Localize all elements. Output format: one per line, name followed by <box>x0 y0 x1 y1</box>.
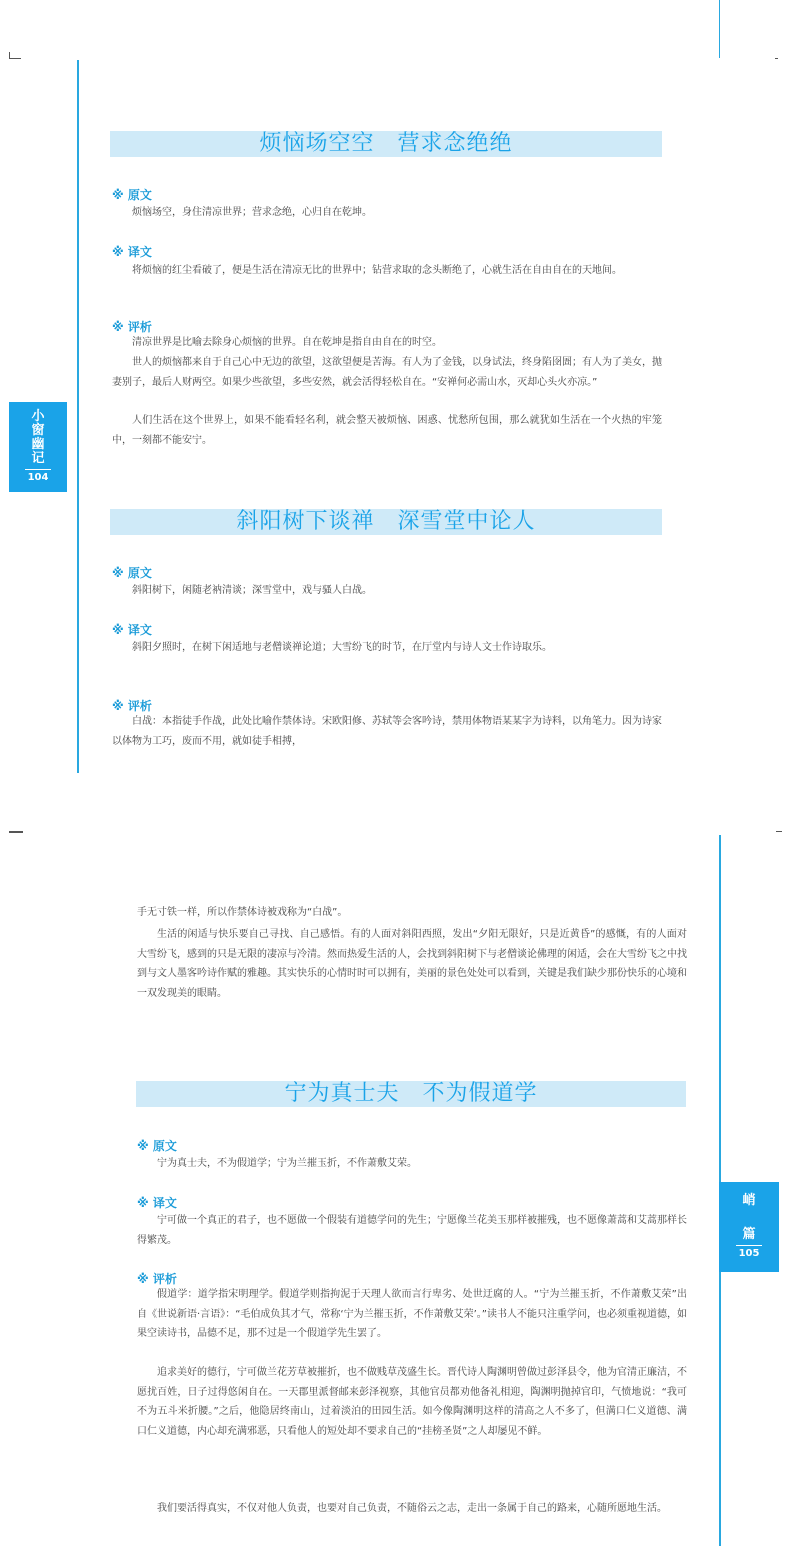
crop-mark <box>775 58 778 59</box>
pingxi-paragraph: 世人的烦恼都来自于自己心中无边的欲望，这欲望便是苦海。有人为了金钱，以身试法，终身陷囹圄；有人为了美女，抛妻别子，最后人财两空。如果少些欲望，多些安然，就会活得轻松自在。“安禅何必需山水，灭却心头火亦凉。” <box>112 357 662 388</box>
section-heading-yiwen: ※ 译文 <box>112 623 152 637</box>
continuation-paragraph: 手无寸铁一样，所以作禁体诗被戏称为“白战”。 <box>137 907 348 918</box>
section-title: 烦恼场空空 营求念绝绝 <box>110 131 662 157</box>
section-heading-yuanwen: ※ 原文 <box>112 188 152 202</box>
side-tab <box>719 1182 779 1272</box>
yiwen-text: 宁可做一个真正的君子，也不愿做一个假装有道德学问的先生；宁愿像兰花美玉那样被摧残，也不愿像萧蒿和艾蒿那样长得繁茂。 <box>137 1215 687 1246</box>
side-tab-char: 幽 <box>31 437 45 452</box>
yuanwen-text: 宁为真士夫，不为假道学；宁为兰摧玉折，不作萧敷艾荣。 <box>157 1158 417 1169</box>
page-number: 104 <box>27 472 49 483</box>
section-heading-yuanwen: ※ 原文 <box>137 1139 177 1153</box>
page-number: 105 <box>738 1248 760 1259</box>
section-heading-pingxi: ※ 评析 <box>112 699 152 713</box>
section-heading-yiwen: ※ 译文 <box>112 245 152 259</box>
pingxi-paragraph: 白战：本指徒手作战，此处比喻作禁体诗。宋欧阳修、苏轼等会客吟诗，禁用体物语某某字为诗料，以角笔力。因为诗家以体物为工巧，废而不用，就如徒手相搏， <box>112 716 662 747</box>
pingxi-paragraph: 人们生活在这个世界上，如果不能看轻名利，就会整天被烦恼、困惑、忧愁所包围，那么就犹如生活在一个火热的牢笼中，一刻都不能安宁。 <box>112 415 662 446</box>
section-heading-pingxi: ※ 评析 <box>137 1272 177 1286</box>
section-heading-yuanwen: ※ 原文 <box>112 566 152 580</box>
margin-line-left <box>77 60 79 773</box>
section-title: 斜阳树下谈禅 深雪堂中论人 <box>110 509 662 535</box>
side-tab-char: 记 <box>31 451 45 466</box>
continuation-paragraph: 生活的闲适与快乐要自己寻找、自己感悟。有的人面对斜阳西照，发出“夕阳无限好，只是近黄昏”的感慨，有的人面对大雪纷飞，感到的只是无限的凄凉与冷清。然而热爱生活的人，会找到斜阳树下与老僧谈论佛理的闲适，会在大雪纷飞之中找到与文人墨客吟诗作赋的雅趣。其实快乐的心情时时可以拥有，美丽的景色处处可以看到，关键是我们缺少那份快乐的心境和一双发现美的眼睛。 <box>137 929 687 999</box>
yiwen-text: 将烦恼的红尘看破了，便是生活在清凉无比的世界中；钻营求取的念头断绝了，心就生活在自由自在的天地间。 <box>132 265 622 276</box>
crop-mark <box>776 831 782 832</box>
side-tab-rule <box>736 1245 762 1246</box>
pingxi-paragraph: 追求美好的德行，宁可做兰花芳草被摧折，也不做贱草茂盛生长。晋代诗人陶渊明曾做过彭泽县令，他为官清正廉洁，不愿扰百姓，日子过得悠闲自在。一天郡里派督邮来彭泽视察，其他官员都劝他备礼相迎，陶渊明抛掉官印，气愤地说：“我可不为五斗米折腰。”之后，他隐居终南山，过着淡泊的田园生活。如今像陶渊明这样的清高之人不多了，但满口仁义道德、满口仁义道德，内心却充满邪恶，只看他人的短处却不要求自己的“挂榜圣贤”之人却屡见不鲜。 <box>137 1367 687 1437</box>
side-tab-char: 峭 <box>742 1193 756 1208</box>
yuanwen-text: 斜阳树下，闲随老衲清谈；深雪堂中，戏与骚人白战。 <box>132 585 372 596</box>
crop-mark <box>9 831 23 833</box>
side-tab-char: 篇 <box>742 1227 756 1242</box>
pingxi-paragraph: 假道学：道学指宋明理学。假道学则指拘泥于天理人欲而言行卑劣、处世迂腐的人。“宁为兰摧玉折，不作萧敷艾荣”出自《世说新语·言语》：“毛伯成负其才气，常称‘宁为兰摧玉折，不作萧敷艾荣’。”读书人不能只注重学问，也必须重视道德，如果空读诗书，品德不足，那不过是一个假道学先生罢了。 <box>137 1289 687 1340</box>
section-title: 宁为真士夫 不为假道学 <box>136 1081 686 1107</box>
side-tab-rule <box>25 469 51 470</box>
margin-line-top-right <box>719 0 720 58</box>
yiwen-text: 斜阳夕照时，在树下闲适地与老僧谈禅论道；大雪纷飞的时节，在厅堂内与诗人文士作诗取乐。 <box>132 642 552 653</box>
side-tab-char: 小 <box>31 409 45 424</box>
yuanwen-text: 烦恼场空，身住清凉世界；营求念绝，心归自在乾坤。 <box>132 207 372 218</box>
section-heading-pingxi: ※ 评析 <box>112 320 152 334</box>
side-tab <box>9 402 67 492</box>
page-105 <box>0 773 790 1546</box>
crop-mark <box>9 58 21 59</box>
pingxi-paragraph: 清凉世界是比喻去除身心烦恼的世界。自在乾坤是指自由自在的时空。 <box>132 337 442 348</box>
section-heading-yiwen: ※ 译文 <box>137 1196 177 1210</box>
pingxi-paragraph: 我们要活得真实，不仅对他人负责，也要对自己负责，不随俗云之志，走出一条属于自己的路来，心随所愿地生活。 <box>157 1503 667 1514</box>
side-tab-char: 窗 <box>31 423 45 438</box>
